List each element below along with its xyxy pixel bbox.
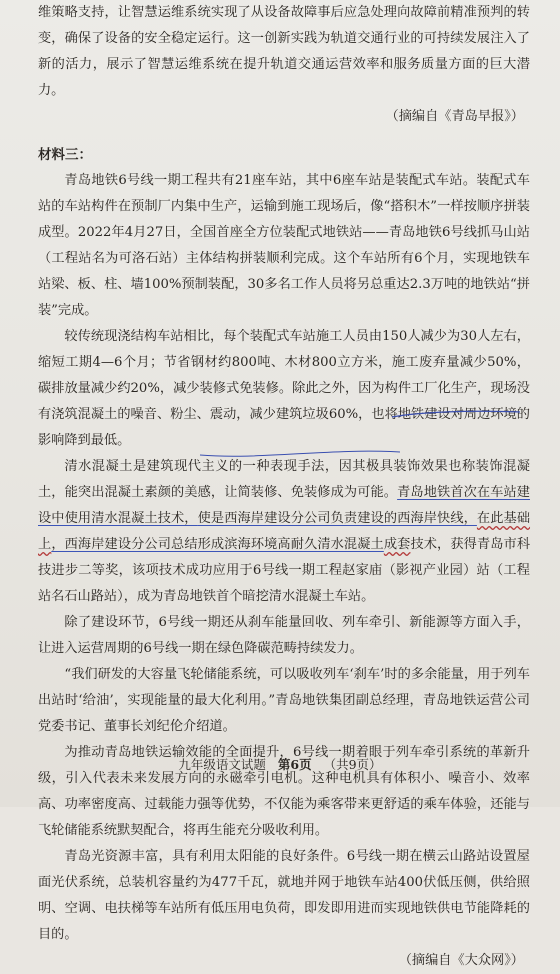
- source-dazhong-net: （摘编自《大众网》）: [398, 953, 524, 968]
- paragraph-6: 为推动青岛地铁运输效能的全面提升，6号线一期着眼于列车牵引系统的革新升级，引入代表未来发展方向的永磁牵引电机。这种电机具有体积小、噪音小、效率高、功率密度高、过载能力强等优势，不仅能为乘客带来更舒适的乘车体验，还能与飞轮储能系统默契配合，将再生能充分吸收利用。: [38, 745, 530, 838]
- footer-page-number: 第6页: [277, 757, 312, 772]
- paragraph-3-part-e: ，西海岸建设分公司总结形成滨海环境高耐久清水混凝土: [51, 537, 384, 552]
- page-footer: [0, 755, 560, 773]
- underlined-west-coast: 使是西海岸建设分公司负责建设的西海岸快线，: [197, 511, 477, 526]
- intro-text: 维策略支持，让智慧运维系统实现了从设备故障事后应急处理向故障前精准预判的转变，确保了设备的安全稳定运行。这一创新实践为轨道交通行业的可持续发展注入了新的活力，展示了智慧运维系统在提升轨道交通运营效率和服务质量方面的巨大潜力。: [38, 5, 530, 98]
- paragraph-5: “我们研发的大容量飞轮储能系统，可以吸收列车‘刹车’时的多余能量，用于列车出站时‘给油’，实现能量的最大化利用。”青岛地铁集团副总经理，青岛地铁运营公司党委书记、董事长刘纪伦介绍道。: [38, 667, 530, 734]
- wavy-marked-phrase: 在此基础上: [38, 511, 531, 552]
- paragraph-3: [38, 454, 530, 610]
- material-three-heading: 材料三：: [38, 147, 92, 163]
- paragraph-3-part-a: 清水混凝土是建筑现代主义的一种表现手法，因其极具装饰效果也称装饰混凝土，能突出混凝土素颜的美感，让简装修、免装修成为可能。: [38, 459, 530, 500]
- paragraph-3-part-g: 技术，获得青岛市科技进步二等奖，该项技术成功应用于6号线一期工程赵家庙（影视产业园）站（工程站名石山路站），成为青岛地铁首个暗挖清水混凝土车站。: [38, 537, 531, 604]
- source-qingdao-morning-news: （摘编自《青岛早报》）: [385, 109, 524, 124]
- paragraph-2: 较传统现浇结构车站相比，每个装配式车站施工人员由150人减少为30人左右，缩短工期4—6个月；节省钢材约800吨、木材800立方米，施工废弃量减少50%，碳排放量减少约20%，减少装修式免装修。除此之外，因为构件工厂化生产，现场没有浇筑混凝土的噪音、粉尘、震动，减少建筑垃圾60%，也将地铁建设对周边环境的影响降到最低。: [38, 329, 530, 448]
- underlined-first-use: 青岛地铁首次在车站建设中使用清水混凝土技术，: [38, 485, 530, 526]
- circled-word: 成套: [383, 537, 411, 552]
- paragraph-4: 除了建设环节，6号线一期还从刹车能量回收、列车牵引、新能源等方面入手，让进入运营周期的6号线一期在绿色降碳范畴持续发力。: [38, 615, 530, 656]
- footer-total-pages: （共9页）: [323, 757, 382, 772]
- paragraph-7: 青岛光资源丰富，具有利用太阳能的良好条件。6号线一期在横云山路站设置屋面光伏系统，总装机容量约为477千瓦，就地并网于地铁车站400伏低压侧，供给照明、空调、电扶梯等车站所有低压用电负荷，即发即用进而实现地铁供电节能降耗的目的。: [38, 849, 530, 942]
- footer-subject: 九年级语文试题: [178, 757, 266, 772]
- intro-paragraph: [38, 0, 530, 130]
- material-three: [38, 142, 530, 974]
- paragraph-1: 青岛地铁6号线一期工程共有21座车站，其中6座车站是装配式车站。装配式车站的车站构件在预制厂内集中生产，运输到施工现场后，像“搭积木”一样按顺序拼装成型。2022年4月27日，全国首座全方位装配式地铁站——青岛地铁6号线抓马山站（工程站名为可洛石站）主体结构拼装顺利完成。这个车站所有6个月，实现地铁车站梁、板、柱、墙100%预制装配，30多名工作人员将另总重达2.3万吨的地铁站“拼装”完成。: [38, 173, 530, 318]
